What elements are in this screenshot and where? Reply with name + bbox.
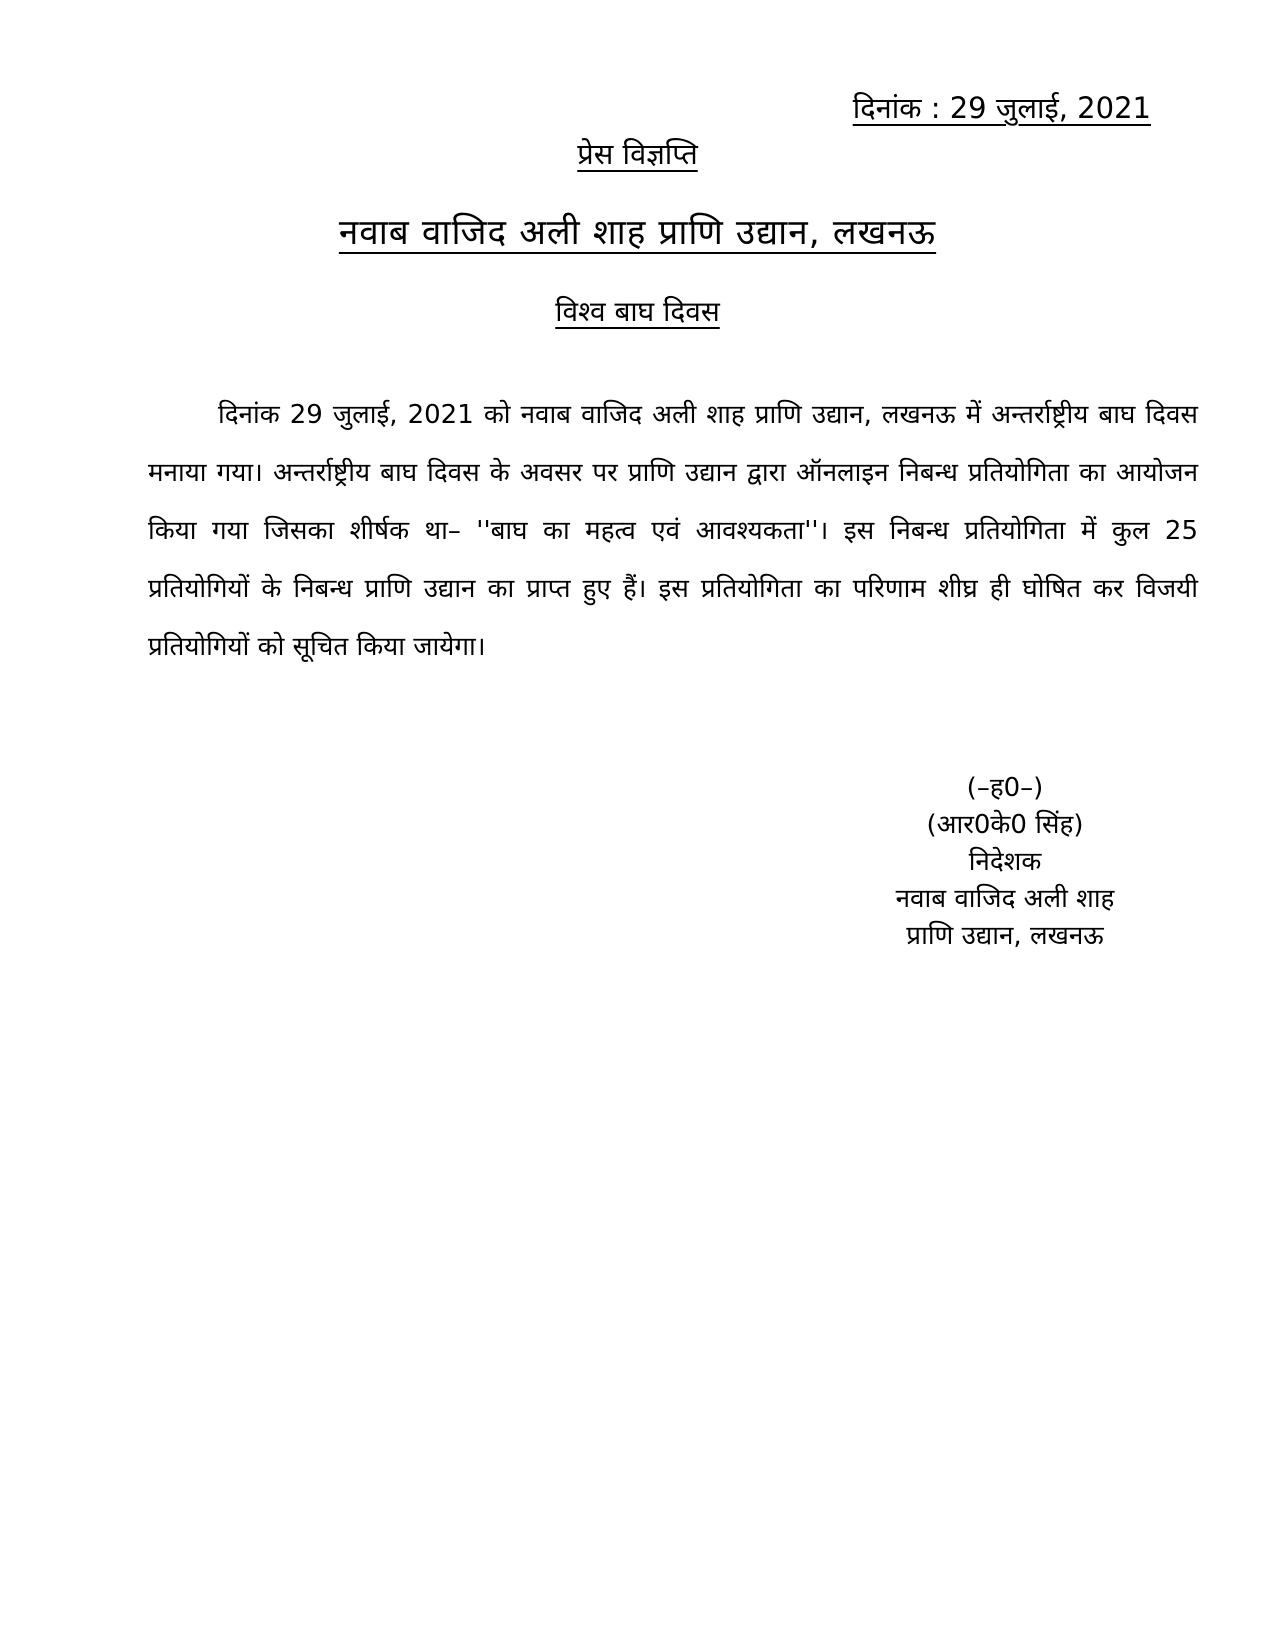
document-date: दिनांक : 29 जुलाई, 2021: [852, 91, 1151, 125]
organization-title: नवाब वाजिद अली शाह प्राणि उद्यान, लखनऊ: [338, 213, 937, 253]
press-release-heading: प्रेस विज्ञप्ति: [577, 137, 698, 171]
body-paragraph: दिनांक 29 जुलाई, 2021 को नवाब वाजिद अली शाह प्राणि उद्यान, लखनऊ में अन्तर्राष्ट्रीय बाघ दिवस मनाया गया। अन्तर्राष्ट्रीय बाघ दिवस के अवसर पर प्राणि उद्यान द्वारा ऑनलाइन निबन्ध प्रतियोगिता का आयोजन किया गया जिसका शीर्षक था– ''बाघ का महत्व एवं आवश्यकता''। इस निबन्ध प्रतियोगिता में कुल 25 प्रतियोगियों के निबन्ध प्राणि उद्यान का प्राप्त हुए हैं। इस प्रतियोगिता का परिणाम शीघ्र ही घोषित कर विजयी प्रतियोगियों को सूचित किया जायेगा।: [148, 400, 1198, 662]
subject-heading: विश्व बाघ दिवस: [555, 295, 720, 328]
signature-mark: (–ह0–): [966, 773, 1044, 803]
signatory-designation: निदेशक: [968, 847, 1042, 877]
signatory-org-line-2: प्राणि उद्यान, लखनऊ: [906, 921, 1104, 951]
signatory-org-line-1: नवाब वाजिद अली शाह: [895, 884, 1115, 914]
signatory-name: (आर0के0 सिंह): [926, 810, 1084, 840]
signature-block: [820, 770, 1190, 955]
